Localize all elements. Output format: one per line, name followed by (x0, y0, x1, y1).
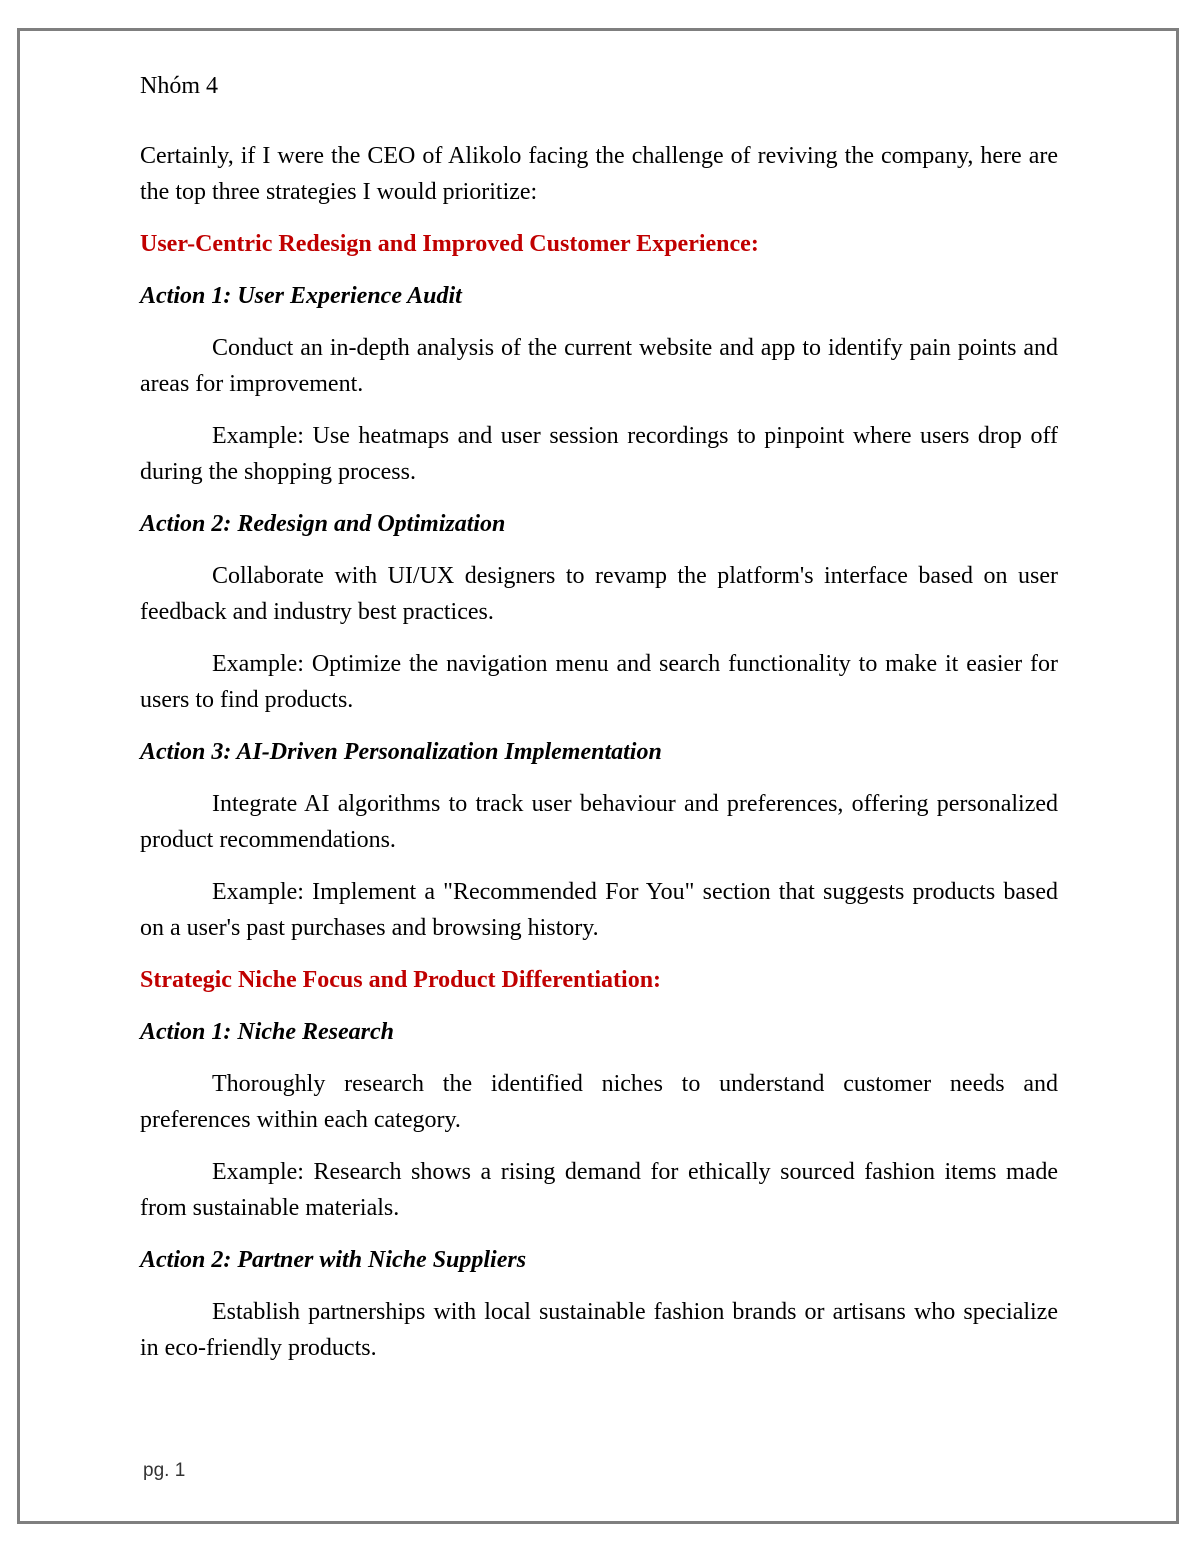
action-paragraph: Thoroughly research the identified niches to understand customer needs and preferences within each category. (140, 1071, 1058, 1133)
section-heading-niche: Strategic Niche Focus and Product Differentiation: (140, 967, 662, 993)
section-heading-ux: User-Centric Redesign and Improved Customer Experience: (140, 231, 759, 257)
action-heading: Action 1: Niche Research (140, 1019, 394, 1045)
group-label: Nhóm 4 (140, 73, 218, 99)
document-body (140, 68, 1058, 1382)
action-paragraph: Integrate AI algorithms to track user behaviour and preferences, offering personalized product recommendations. (140, 791, 1058, 853)
action-paragraph: Collaborate with UI/UX designers to revamp the platform's interface based on user feedback and industry best practices. (140, 563, 1058, 625)
example-paragraph: Example: Use heatmaps and user session recordings to pinpoint where users drop off during the shopping process. (140, 423, 1058, 485)
intro-paragraph: Certainly, if I were the CEO of Alikolo facing the challenge of reviving the company, here are the top three strategies I would prioritize: (140, 143, 1058, 205)
page-number: pg. 1 (143, 1460, 186, 1481)
example-paragraph: Example: Research shows a rising demand for ethically sourced fashion items made from sustainable materials. (140, 1159, 1058, 1221)
example-paragraph: Example: Optimize the navigation menu and search functionality to make it easier for users to find products. (140, 651, 1058, 713)
action-heading: Action 2: Redesign and Optimization (140, 511, 506, 537)
action-heading: Action 3: AI-Driven Personalization Implementation (140, 739, 662, 765)
example-paragraph: Example: Implement a "Recommended For You" section that suggests products based on a user's past purchases and browsing history. (140, 879, 1058, 941)
action-paragraph: Conduct an in-depth analysis of the current website and app to identify pain points and areas for improvement. (140, 335, 1058, 397)
action-heading: Action 2: Partner with Niche Suppliers (140, 1247, 527, 1273)
action-paragraph: Establish partnerships with local sustainable fashion brands or artisans who specialize in eco-friendly products. (140, 1299, 1058, 1361)
action-heading: Action 1: User Experience Audit (140, 283, 462, 309)
